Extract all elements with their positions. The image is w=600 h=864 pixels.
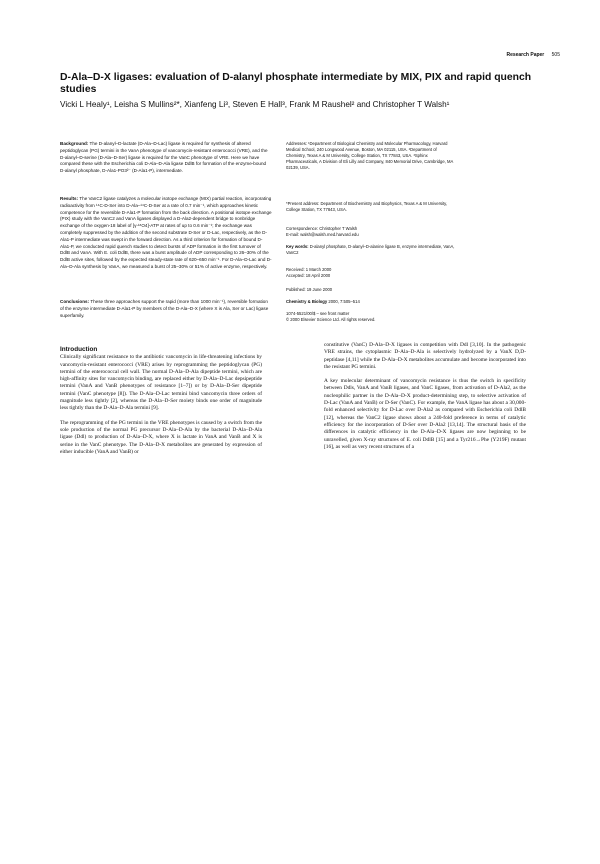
citation-text: 2000, 7:505–514 <box>328 299 360 304</box>
section-heading-introduction: Introduction <box>60 346 98 353</box>
published-date: Published: 19 June 2000 <box>286 287 333 292</box>
article-title: D-Ala–D-X ligases: evaluation of D-alanyl phosphate intermediate by MIX, PIX and rapid quench studies <box>60 72 532 96</box>
conclusions-label: Conclusions: <box>60 299 90 304</box>
keywords <box>286 244 456 256</box>
running-header <box>506 52 560 58</box>
journal-name: Chemistry & Biology <box>286 299 328 304</box>
abstract-conclusions <box>60 299 272 319</box>
page-number: 505 <box>551 52 560 58</box>
abstract-results <box>60 196 272 271</box>
keywords-text: D-alanyl phosphate, D-alanyl–D-alanine ligase B, enzyme intermediate, VanA, VanC2 <box>286 244 455 256</box>
correspondence <box>286 226 456 238</box>
dates <box>286 267 456 279</box>
issn: 1074-5521/00/$ – see front matter <box>286 311 350 316</box>
accepted-date: Accepted: 18 April 2000 <box>286 273 331 279</box>
present-address: *Present address: Department of Biochemistry and Biophysics, Texas A & M University, College Station, TX 77843, USA. <box>286 201 448 213</box>
paragraph: A key molecular determinant of vancomycin resistance is thus the switch in specificity between Ddls, VanA and VanB ligases, and VanC ligases, from activation of D-Ala2, as the nucleophilic partner in the D-Ala–D-X product-determining step, to selective activation of D-Lac (VanA and VanB) or D-Ser (VanC). For example, the VanA ligase has about a 30,000-fold enhanced selectivity for D-Lac over D-Ala2 as compared with Escherichia coli DdlB [12], whereas the VanC2 ligase shows about a 240-fold preference in terms of catalytic efficiency for the incorporation of D-Ser over D-Ala2 [13,14]. The structural basis of the differences in catalytic efficiency in the D-Ala–D-X ligases are now beginning to be unravelled, given X-ray structures of E. coli DdlB [15] and a Tyr216→Phe (Y219F) mutant [16], as well as very recent structures of a <box>324 378 526 450</box>
background-text: The D-alanyl–D-lactate (D-Ala–D-Lac) ligase is required for synthesis of altered peptidoglycan (PG) termini in the VanA phenotype of vancomycin-resistant enterococci (VRE), and the D-alanyl–D-serine (D-Ala–D-Ser) ligase is required for the VanC phenotype of VRE. Here we have compared these with the Escherichia coli D-Ala–D-Ala ligase DdlB for formation of the enzyme-bound D-alanyl phosphate, D-Ala1-PO3²⁻ (D-Ala1-P), intermediate. <box>60 141 268 174</box>
paragraph: constitutive (VanC) D-Ala–D-X ligases in competition with Ddl [3,10]. In the pathogenic VRE strains, the cytoplasmic D-Ala–D-Ala is selectively hydrolyzed by a VanX D,D-peptidase [4,11] while the D-Ala–D-X metabolites accumulate and become incorporated into the resistant PG termini. <box>324 342 526 370</box>
paragraph: The reprogramming of the PG termini in the VRE phenotypes is caused by a switch from the sole production of the normal PG precursor D-Ala–D-Ala by the bacterial D-Ala–D-Ala ligase (Ddl) to production of D-Ala–D-X, where X is lactate in VanA and VanB and X is serine in the VanC phenotype. The D-Ala–D-X metabolites are generated by expression of either inducible (VanA and VanB) or <box>60 419 262 455</box>
conclusions-text: These three approaches support the rapid (more than 1000 min⁻¹), reversible formation of the enzyme intermediate D-Ala1-P by members of the D-Ala–D-X (where X is Ala, Ser or Lac) ligase superfamily. <box>60 299 269 318</box>
paragraph: Clinically significant resistance to the antibiotic vancomycin in life-threatening infections by vancomycin-resistant enterococci (VRE) arises by reprogramming the peptidoglycan (PG) termini of the enterococcal cell wall. The normal D-Ala–D-Ala dipeptide termini, which are high-affinity sites for vancomycin binding, are replaced either by D-Ala–D-Lac depsipeptide termini (VanA and VanB phenotypes of resistance [1–7]) or by D-Ala–D-Ser dipeptide termini (VanC phenotype [8]). The D-Ala–D-Lac termini bind vancomycin three orders of magnitude less tightly [2], whereas the D-Ala–D-Ser moiety binds one order of magnitude less tightly than the D-Ala–D-Ala termini [9]. <box>60 354 262 412</box>
copyright-block <box>286 311 456 323</box>
copyright: © 2000 Elsevier Science Ltd. All rights reserved. <box>286 317 376 323</box>
body-column-right <box>324 342 526 458</box>
affiliations: Addresses: ¹Department of Biological Chemistry and Molecular Pharmacology, Harvard Medical School, 240 Longwood Avenue, Boston, MA 02115, USA. ²Department of Chemistry, Texas A & M University, College Station, TX 77843, USA. ³Sphinx Pharmaceuticals, A Division of Eli Lilly and Company, 840 Memorial Drive, Cambridge, MA 02139, USA. <box>286 141 454 171</box>
keywords-label: Key words: <box>286 244 309 249</box>
results-label: Results: <box>60 196 79 201</box>
results-text: The VanC2 ligase catalyzes a molecular isotope exchange (MIX) partial reaction, incorporating radioactivity from ¹⁴C-D-Ser into D-Ala–¹⁴C-D-Ser at a rate of 0.7 min⁻¹, which approaches kinetic competence for the reversible D-Ala1-P formation from the back direction. A positional isotope exchange (PIX) study with the VanC2 and VanA ligases displayed a D-Ala2-dependent bridge to nonbridge exchange of the oxygen-18 label of [γ-¹⁸O4]-ATP at rates of up to 0.6 min⁻¹; the exchange was completely suppressed by the addition of the second substrate D-Ser or D-Lac, respectively, as the D-Ala1-P intermediate was swept in the forward direction. As a third criterion for formation of bound D-Ala1-P, we conducted rapid quench studies to detect bursts of ADP formation in the first turnover of DdlB and VanA. With E. coli DdlB, there was a burst amplitude of ADP corresponding to 26–30% of the DdlB active sites, followed by the expected steady-state rate of 620–650 min⁻¹. For D-Ala–D-Lac and D-Ala–D-Ala synthesis by VanA, we measured a burst of 25–30% or 51% of active enzyme, respectively. <box>60 196 272 269</box>
author-list: Vicki L Healy¹, Leisha S Mullins²*, Xianfeng Li³, Steven E Hall³, Frank M Raushel² and Christopher T Walsh¹ <box>60 100 450 109</box>
correspondence-author: Correspondence: Christopher T Walsh <box>286 226 358 231</box>
background-label: Background: <box>60 141 89 146</box>
body-column-left <box>60 346 262 463</box>
abstract-background <box>60 141 272 175</box>
section-label: Research Paper <box>506 52 545 58</box>
email-link[interactable]: E-mail: walsh@walsh.med.harvard.edu <box>286 232 359 238</box>
citation <box>286 299 456 305</box>
received-date: Received: 1 March 2000 <box>286 267 332 272</box>
